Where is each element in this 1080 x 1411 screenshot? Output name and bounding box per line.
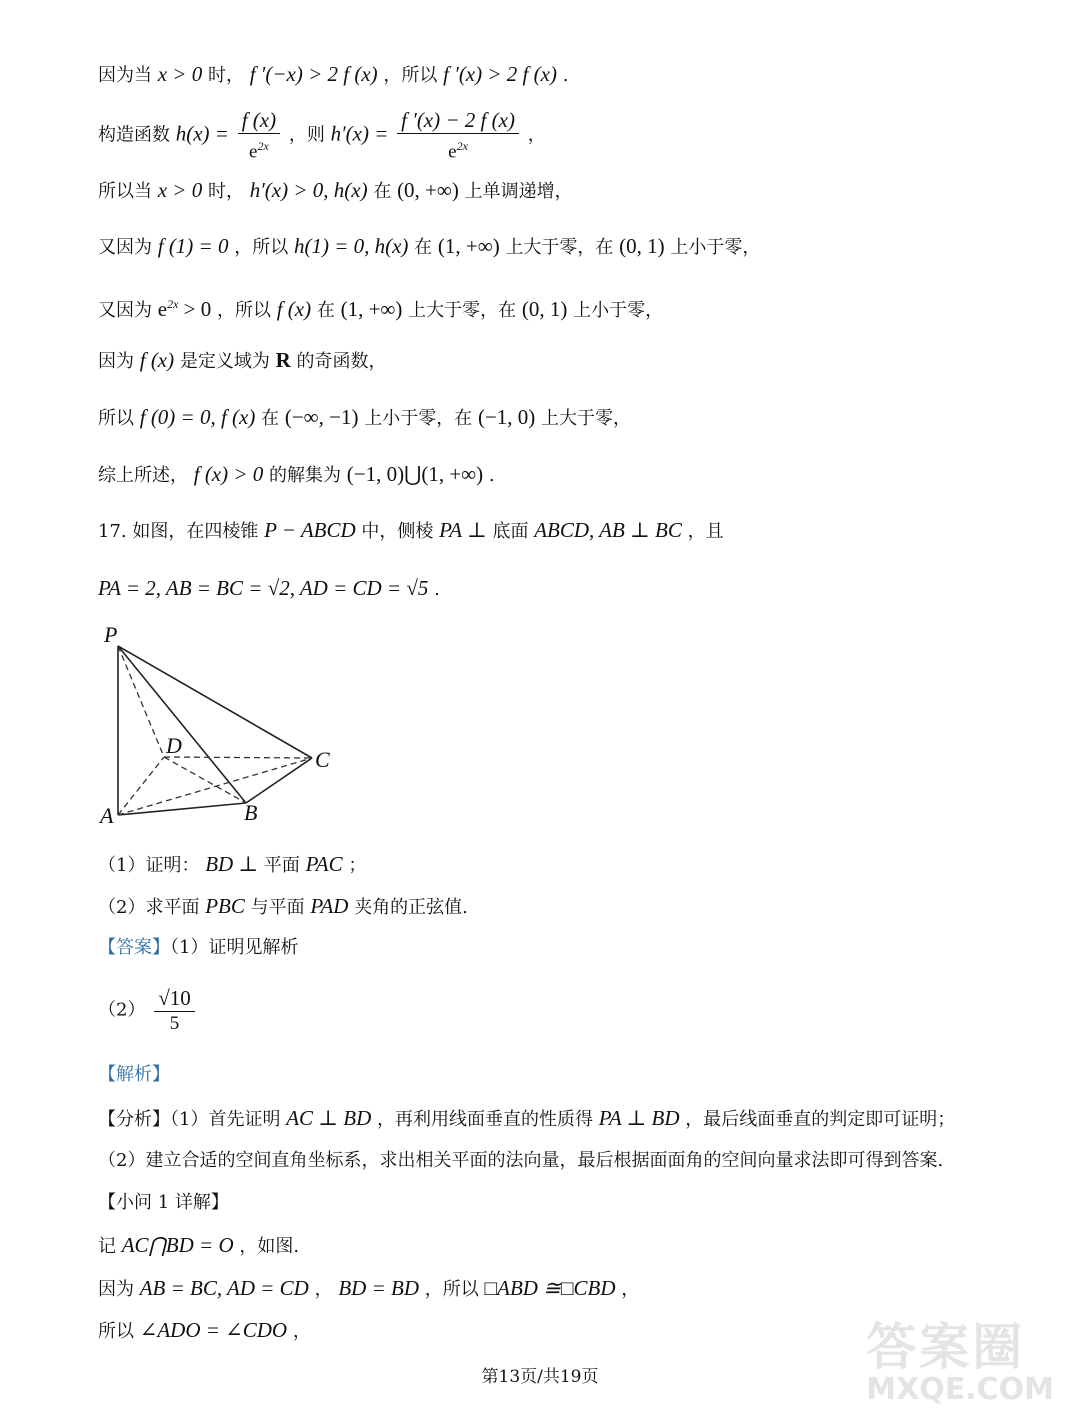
detail-line-1: [98, 1233, 299, 1259]
label-B: B: [244, 800, 258, 825]
text: 上小于零，在: [364, 408, 473, 429]
text: 上大于零，在: [408, 300, 517, 321]
math: PA ⊥ BD: [598, 1106, 680, 1130]
text: 与平面: [250, 897, 305, 918]
math: □ABD ≅□CBD: [484, 1276, 616, 1300]
text: 上大于零，: [541, 408, 632, 429]
text: > 0: [178, 297, 212, 321]
edge-PC: [118, 646, 312, 758]
text: 时，: [207, 65, 244, 86]
text: 又因为: [98, 300, 152, 321]
watermark: [866, 1320, 1054, 1406]
problem-conditions: [98, 576, 440, 602]
text: 时，: [207, 181, 244, 202]
problem-number: 17.: [98, 521, 127, 542]
math: h(1) = 0, h(x): [293, 234, 409, 258]
text: 上单调递增，: [464, 181, 573, 202]
text: 在: [316, 300, 335, 321]
text: .: [562, 65, 569, 86]
math: (1, +∞): [340, 297, 403, 321]
text: 平面: [263, 855, 300, 876]
text: ，再利用线面垂直的性质得: [377, 1109, 593, 1130]
superscript: 2x: [456, 139, 468, 153]
solution-line-4: [98, 234, 760, 260]
math: (1, +∞): [437, 234, 500, 258]
solution-line-2: [98, 108, 546, 163]
label-A: A: [100, 803, 114, 828]
math: h(x) =: [175, 121, 229, 146]
math: [158, 297, 212, 321]
text: e: [249, 141, 258, 163]
edge-PB: [118, 646, 246, 803]
text: ，: [314, 1279, 333, 1300]
math: P − ABCD: [264, 518, 356, 542]
text: e: [157, 297, 168, 321]
math: ABCD, AB ⊥ BC: [534, 518, 682, 542]
text: 在: [414, 237, 433, 258]
text: 如图，在四棱锥: [132, 521, 259, 542]
math: (−1, 0): [477, 405, 536, 429]
text: 底面: [492, 521, 529, 542]
answer-section: [98, 936, 298, 960]
math: f (x) > 0: [193, 462, 264, 486]
text: ，最后线面垂直的判定即可证明；: [685, 1109, 956, 1130]
text: 构造函数: [98, 124, 170, 146]
text: ，: [292, 1321, 311, 1342]
analysis-line-1: [98, 1106, 955, 1132]
edge-DC-dashed: [164, 757, 312, 758]
superscript: 2x: [257, 139, 269, 153]
watermark-bottom: MXQE.COM: [866, 1372, 1054, 1407]
math: (0, +∞): [397, 178, 459, 202]
text: 所以当: [98, 181, 152, 202]
text: ，: [527, 124, 546, 146]
answer-1: （1）证明见解析: [170, 937, 299, 958]
text: （2）求平面: [98, 897, 200, 918]
text: 综上所述，: [98, 465, 188, 486]
solution-line-1: [98, 62, 568, 88]
fraction: [238, 108, 280, 163]
text: （1）首先证明: [170, 1109, 281, 1130]
detail-line-3: [98, 1318, 311, 1344]
solution-line-6: [98, 348, 387, 374]
text: 因为: [98, 351, 134, 372]
answer-tag: 【答案】: [98, 937, 170, 958]
text: 上大于零，在: [505, 237, 614, 258]
fraction: [397, 108, 519, 163]
math: BD ⊥: [205, 852, 259, 876]
math: f ′(x) > 2 f (x): [443, 62, 557, 86]
label-C: C: [315, 747, 330, 772]
fraction-numerator: f ′(x) − 2 f (x): [397, 108, 519, 134]
math: PAC: [305, 852, 343, 876]
analysis-tag: [98, 1063, 170, 1087]
text: 因为: [98, 1279, 134, 1300]
math: f ′(−x) > 2 f (x): [249, 62, 378, 86]
fraction-denominator: [397, 134, 519, 163]
text: 在: [261, 408, 280, 429]
text: （2）建立合适的空间直角坐标系，求出相关平面的法向量，最后根据面面角的空间向量求法即可得到答案.: [98, 1150, 944, 1171]
text: （2）: [98, 999, 146, 1021]
math: f (0) = 0, f (x): [139, 405, 256, 429]
math: f (x): [139, 348, 175, 372]
text: .: [488, 465, 495, 486]
edge-BC: [246, 758, 312, 803]
math: R: [275, 348, 291, 372]
math: f (x): [276, 297, 312, 321]
math: (0, 1): [619, 234, 665, 258]
text: 所以: [98, 408, 134, 429]
math: (−1, 0)⋃(1, +∞): [346, 462, 484, 486]
text: 记: [98, 1236, 116, 1257]
solution-line-7: [98, 405, 631, 431]
text: 在: [373, 181, 392, 202]
text: ；: [348, 855, 367, 876]
question-1: [98, 852, 366, 878]
math: PA = 2, AB = BC = √2, AD = CD = √5: [98, 576, 429, 600]
math: h′(x) =: [330, 121, 389, 146]
math: (−∞, −1): [284, 405, 359, 429]
text: 【解析】: [98, 1064, 170, 1085]
detail-line-2: [98, 1276, 639, 1302]
math: x > 0: [157, 62, 203, 86]
edge-PD-dashed: [118, 646, 164, 757]
answer-2: [98, 986, 198, 1035]
edge-AD-dashed: [118, 757, 164, 815]
edge-DB-dashed: [164, 757, 246, 803]
text: 是定义域为: [179, 351, 270, 372]
text: 上小于零，: [573, 300, 664, 321]
math: f (1) = 0: [157, 234, 229, 258]
fraction-numerator: √10: [154, 986, 195, 1012]
text: （1）证明：: [98, 855, 200, 876]
text: 夹角的正弦值.: [354, 897, 468, 918]
text: e: [448, 141, 457, 163]
math: PAD: [310, 894, 349, 918]
text: .: [434, 579, 440, 600]
text: ，所以: [424, 1279, 479, 1300]
fraction-denominator: [238, 134, 280, 163]
math: h′(x) > 0, h(x): [249, 178, 368, 202]
text: ，: [621, 1279, 640, 1300]
solution-line-8: [98, 462, 495, 488]
superscript: 2x: [167, 297, 179, 311]
math: ∠ADO = ∠CDO: [139, 1318, 288, 1342]
analysis-line-2: [98, 1149, 943, 1173]
text: 的奇函数，: [296, 351, 387, 372]
text: 又因为: [98, 237, 152, 258]
sub-question-1-tag: [98, 1191, 229, 1215]
math: BD = BD: [338, 1276, 419, 1300]
fraction-numerator: f (x): [238, 108, 280, 134]
math: PBC: [205, 894, 245, 918]
label-D: D: [166, 733, 182, 758]
text: 【小问 1 详解】: [98, 1192, 229, 1213]
solution-line-3: [98, 178, 573, 204]
pyramid-figure: [96, 620, 346, 830]
text: ，且: [687, 521, 724, 542]
question-2: [98, 894, 468, 920]
text: 的解集为: [269, 465, 342, 486]
math: PA ⊥: [439, 518, 487, 542]
text: ，如图.: [239, 1236, 300, 1257]
fraction-denominator: 5: [169, 1013, 180, 1034]
label-P: P: [104, 622, 118, 647]
watermark-top: 答案圈: [866, 1318, 1026, 1376]
text: ，所以: [216, 300, 271, 321]
text: ，所以: [234, 237, 289, 258]
math: AC⋂BD = O: [121, 1233, 234, 1257]
text: ，所以: [383, 65, 438, 86]
math: (0, 1): [521, 297, 568, 321]
problem-statement: [98, 518, 724, 544]
text: 上小于零，: [670, 237, 761, 258]
math: AB = BC, AD = CD: [139, 1276, 309, 1300]
text: 【分析】: [98, 1109, 170, 1130]
solution-line-5: [98, 292, 663, 323]
text: 中，侧棱: [361, 521, 434, 542]
text: 因为当: [98, 65, 152, 86]
text: 所以: [98, 1321, 134, 1342]
math: x > 0: [157, 178, 203, 202]
text: ，则: [288, 124, 325, 146]
page-footer: 第13页/共19页: [481, 1367, 599, 1387]
answer-2-fraction: [154, 986, 195, 1035]
math: AC ⊥ BD: [286, 1106, 372, 1130]
